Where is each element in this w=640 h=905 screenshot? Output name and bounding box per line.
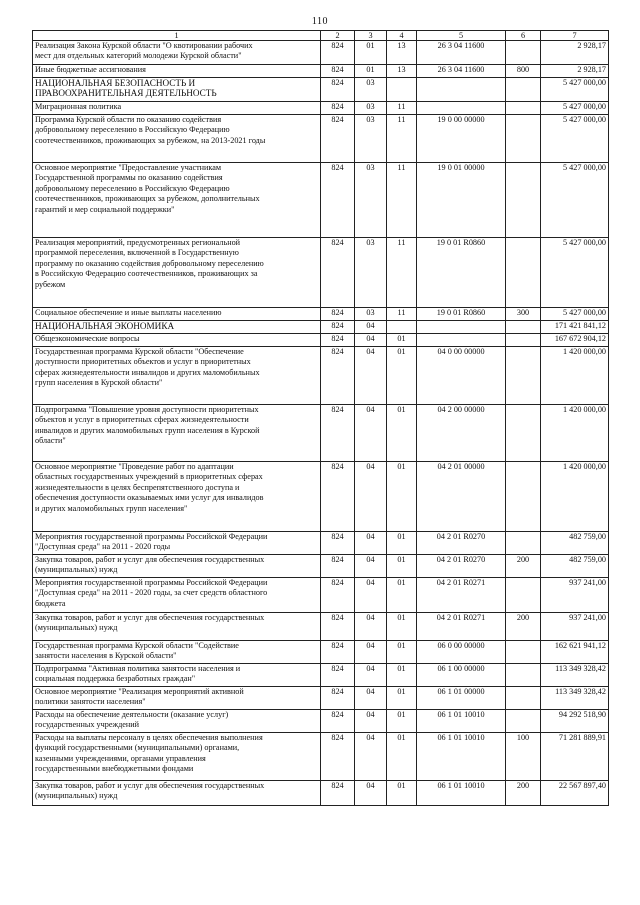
row-name: Миграционная политика (33, 102, 321, 115)
row-target-article-code: 04 2 01 R0270 (417, 532, 506, 555)
row-target-article-code: 04 2 01 R0271 (417, 578, 506, 613)
row-ministry-code: 824 (321, 78, 355, 102)
row-expense-type-code (506, 321, 541, 334)
row-section-code: 04 (355, 578, 387, 613)
row-target-article-code: 04 2 01 R0271 (417, 613, 506, 641)
table-row (33, 532, 609, 555)
row-target-article-code: 06 1 01 00000 (417, 687, 506, 710)
row-name: Закупка товаров, работ и услуг для обеспечения государственных (муниципальных) нужд (33, 555, 321, 578)
row-ministry-code: 824 (321, 462, 355, 532)
row-expense-type-code (506, 347, 541, 405)
row-expense-type-code (506, 462, 541, 532)
row-subsection-code (387, 78, 417, 102)
table-row (33, 308, 609, 321)
row-target-article-code: 19 0 00 00000 (417, 115, 506, 163)
table-row (33, 555, 609, 578)
table-row (33, 781, 609, 806)
row-name: НАЦИОНАЛЬНАЯ БЕЗОПАСНОСТЬ И ПРАВООХРАНИТЕЛЬНАЯ ДЕЯТЕЛЬНОСТЬ (33, 78, 321, 102)
table-body (33, 41, 609, 806)
table-row (33, 710, 609, 733)
table-row (33, 687, 609, 710)
row-subsection-code: 01 (387, 347, 417, 405)
row-amount: 167 672 904,12 (541, 334, 609, 347)
row-name: Подпрограмма "Повышение уровня доступности приоритетных объектов и услуг в приоритетных сферах жизнедеятельности инвалидов и других маломобильных групп населения в Курской области" (33, 405, 321, 462)
row-expense-type-code (506, 641, 541, 664)
row-subsection-code: 11 (387, 238, 417, 308)
row-expense-type-code (506, 334, 541, 347)
row-ministry-code: 824 (321, 115, 355, 163)
row-amount: 5 427 000,00 (541, 308, 609, 321)
row-ministry-code: 824 (321, 781, 355, 806)
row-expense-type-code (506, 664, 541, 687)
row-target-article-code (417, 334, 506, 347)
row-target-article-code: 04 0 00 00000 (417, 347, 506, 405)
budget-table (32, 30, 609, 806)
row-target-article-code: 26 3 04 11600 (417, 65, 506, 78)
row-name: Основное мероприятие "Проведение работ по адаптации областных государственных учреждений в приоритетных сферах жизнедеятельности в целях беспрепятственного доступа и обеспечения доступности оказываемых ими услуг для инвалидов и других маломобильных групп населения" (33, 462, 321, 532)
row-subsection-code: 01 (387, 462, 417, 532)
row-ministry-code: 824 (321, 308, 355, 321)
row-section-code: 04 (355, 641, 387, 664)
row-name: Мероприятия государственной программы Российской Федерации "Доступная среда" на 2011 - 2020 годы, за счет средств областного бюджета (33, 578, 321, 613)
row-name: Реализация Закона Курской области "О квотировании рабочих мест для отдельных категорий молодежи Курской области" (33, 41, 321, 65)
row-ministry-code: 824 (321, 687, 355, 710)
row-subsection-code: 13 (387, 65, 417, 78)
row-amount: 113 349 328,42 (541, 664, 609, 687)
row-subsection-code: 01 (387, 781, 417, 806)
row-section-code: 03 (355, 78, 387, 102)
row-ministry-code: 824 (321, 555, 355, 578)
row-expense-type-code: 300 (506, 308, 541, 321)
row-name: Социальное обеспечение и иные выплаты населению (33, 308, 321, 321)
row-section-code: 04 (355, 613, 387, 641)
table-row (33, 347, 609, 405)
row-section-code: 04 (355, 462, 387, 532)
row-ministry-code: 824 (321, 321, 355, 334)
row-section-code: 04 (355, 555, 387, 578)
row-subsection-code: 01 (387, 555, 417, 578)
row-target-article-code: 06 1 01 10010 (417, 733, 506, 781)
table-row (33, 115, 609, 163)
row-target-article-code: 04 2 00 00000 (417, 405, 506, 462)
table-row (33, 578, 609, 613)
header-col-6: 6 (506, 31, 541, 41)
row-section-code: 03 (355, 163, 387, 238)
row-subsection-code: 01 (387, 664, 417, 687)
header-col-7: 7 (541, 31, 609, 41)
row-name: Расходы на выплаты персоналу в целях обеспечения выполнения функций государственными (муниципальными) органами, казенными учреждениями, органами управления государственными внебюджетными фондами (33, 733, 321, 781)
row-target-article-code (417, 321, 506, 334)
row-amount: 5 427 000,00 (541, 238, 609, 308)
row-expense-type-code: 200 (506, 555, 541, 578)
row-expense-type-code (506, 115, 541, 163)
row-amount: 162 621 941,12 (541, 641, 609, 664)
row-name: НАЦИОНАЛЬНАЯ ЭКОНОМИКА (33, 321, 321, 334)
row-target-article-code: 04 2 01 00000 (417, 462, 506, 532)
row-amount: 113 349 328,42 (541, 687, 609, 710)
row-ministry-code: 824 (321, 578, 355, 613)
row-subsection-code: 11 (387, 115, 417, 163)
table-row (33, 334, 609, 347)
row-expense-type-code (506, 532, 541, 555)
row-section-code: 03 (355, 115, 387, 163)
row-ministry-code: 824 (321, 102, 355, 115)
row-name: Закупка товаров, работ и услуг для обеспечения государственных (муниципальных) нужд (33, 613, 321, 641)
table-row (33, 405, 609, 462)
row-target-article-code (417, 102, 506, 115)
table-row (33, 321, 609, 334)
row-target-article-code: 06 1 00 00000 (417, 664, 506, 687)
row-target-article-code: 06 1 01 10010 (417, 710, 506, 733)
row-target-article-code: 19 0 01 R0860 (417, 238, 506, 308)
row-expense-type-code: 100 (506, 733, 541, 781)
row-subsection-code (387, 321, 417, 334)
row-ministry-code: 824 (321, 163, 355, 238)
row-target-article-code: 06 0 00 00000 (417, 641, 506, 664)
row-subsection-code: 01 (387, 334, 417, 347)
row-subsection-code: 11 (387, 102, 417, 115)
row-section-code: 04 (355, 687, 387, 710)
row-target-article-code: 04 2 01 R0270 (417, 555, 506, 578)
row-ministry-code: 824 (321, 405, 355, 462)
table-row (33, 102, 609, 115)
row-name: Подпрограмма "Активная политика занятости населения и социальная поддержка безработных граждан" (33, 664, 321, 687)
row-ministry-code: 824 (321, 334, 355, 347)
row-name: Закупка товаров, работ и услуг для обеспечения государственных (муниципальных) нужд (33, 781, 321, 806)
row-expense-type-code (506, 78, 541, 102)
row-amount: 937 241,00 (541, 613, 609, 641)
row-name: Программа Курской области по оказанию содействия добровольному переселению в Российскую Федерацию соотечественников, проживающих за рубежом, на 2013-2021 годы (33, 115, 321, 163)
row-name: Иные бюджетные ассигнования (33, 65, 321, 78)
row-amount: 5 427 000,00 (541, 115, 609, 163)
table-row (33, 641, 609, 664)
row-ministry-code: 824 (321, 347, 355, 405)
row-expense-type-code (506, 687, 541, 710)
row-amount: 1 420 000,00 (541, 462, 609, 532)
row-name: Государственная программа Курской области "Обеспечение доступности приоритетных объектов и услуг в приоритетных сферах жизнедеятельности инвалидов и других маломобильных групп населения в Курской области" (33, 347, 321, 405)
header-col-1: 1 (33, 31, 321, 41)
row-expense-type-code (506, 238, 541, 308)
row-amount: 2 928,17 (541, 41, 609, 65)
row-subsection-code: 01 (387, 405, 417, 462)
table-row (33, 163, 609, 238)
row-amount: 1 420 000,00 (541, 405, 609, 462)
row-expense-type-code: 800 (506, 65, 541, 78)
row-section-code: 04 (355, 710, 387, 733)
row-expense-type-code (506, 405, 541, 462)
row-subsection-code: 01 (387, 710, 417, 733)
row-ministry-code: 824 (321, 733, 355, 781)
table-row (33, 462, 609, 532)
row-expense-type-code (506, 41, 541, 65)
row-target-article-code: 26 3 04 11600 (417, 41, 506, 65)
row-amount: 482 759,00 (541, 532, 609, 555)
row-amount: 71 281 889,91 (541, 733, 609, 781)
row-amount: 94 292 518,90 (541, 710, 609, 733)
row-expense-type-code (506, 163, 541, 238)
row-section-code: 04 (355, 405, 387, 462)
row-subsection-code: 11 (387, 308, 417, 321)
header-row (33, 31, 609, 41)
row-ministry-code: 824 (321, 238, 355, 308)
row-subsection-code: 01 (387, 687, 417, 710)
row-section-code: 01 (355, 41, 387, 65)
row-amount: 5 427 000,00 (541, 78, 609, 102)
table-row (33, 78, 609, 102)
row-subsection-code: 13 (387, 41, 417, 65)
row-target-article-code (417, 78, 506, 102)
row-amount: 1 420 000,00 (541, 347, 609, 405)
row-section-code: 01 (355, 65, 387, 78)
row-ministry-code: 824 (321, 613, 355, 641)
row-amount: 937 241,00 (541, 578, 609, 613)
row-section-code: 04 (355, 733, 387, 781)
table-row (33, 664, 609, 687)
row-target-article-code: 19 0 01 00000 (417, 163, 506, 238)
row-name: Расходы на обеспечение деятельности (оказание услуг) государственных учреждений (33, 710, 321, 733)
table-row (33, 41, 609, 65)
row-amount: 5 427 000,00 (541, 163, 609, 238)
row-subsection-code: 01 (387, 578, 417, 613)
row-ministry-code: 824 (321, 664, 355, 687)
row-section-code: 03 (355, 102, 387, 115)
row-ministry-code: 824 (321, 41, 355, 65)
row-amount: 5 427 000,00 (541, 102, 609, 115)
row-section-code: 04 (355, 664, 387, 687)
table-row (33, 613, 609, 641)
row-ministry-code: 824 (321, 641, 355, 664)
row-subsection-code: 01 (387, 532, 417, 555)
row-section-code: 04 (355, 321, 387, 334)
row-ministry-code: 824 (321, 532, 355, 555)
row-ministry-code: 824 (321, 65, 355, 78)
table-row (33, 238, 609, 308)
row-expense-type-code: 200 (506, 781, 541, 806)
header-col-4: 4 (387, 31, 417, 41)
row-ministry-code: 824 (321, 710, 355, 733)
row-name: Мероприятия государственной программы Российской Федерации "Доступная среда" на 2011 - 2020 годы (33, 532, 321, 555)
header-col-5: 5 (417, 31, 506, 41)
row-section-code: 04 (355, 781, 387, 806)
table-row (33, 733, 609, 781)
row-amount: 2 928,17 (541, 65, 609, 78)
row-expense-type-code (506, 710, 541, 733)
row-expense-type-code (506, 578, 541, 613)
header-col-3: 3 (355, 31, 387, 41)
header-col-2: 2 (321, 31, 355, 41)
row-subsection-code: 01 (387, 733, 417, 781)
row-expense-type-code: 200 (506, 613, 541, 641)
row-expense-type-code (506, 102, 541, 115)
row-subsection-code: 11 (387, 163, 417, 238)
row-amount: 171 421 841,12 (541, 321, 609, 334)
row-section-code: 04 (355, 347, 387, 405)
row-subsection-code: 01 (387, 641, 417, 664)
page-number: 110 (311, 16, 329, 27)
row-target-article-code: 06 1 01 10010 (417, 781, 506, 806)
row-name: Основное мероприятие "Реализация мероприятий активной политики занятости населения" (33, 687, 321, 710)
row-name: Основное мероприятие "Предоставление участникам Государственной программы по оказанию содействия добровольному переселению в Российскую Федерацию соотечественников, проживающих за рубежом, дополнительных гарантий и мер социальной поддержки" (33, 163, 321, 238)
row-name: Реализация мероприятий, предусмотренных региональной программой переселения, включенной в Государственную программу по оказанию содействия добровольному переселению в Российскую Федерацию соотечественников, проживающих за рубежом (33, 238, 321, 308)
row-section-code: 03 (355, 308, 387, 321)
row-target-article-code: 19 0 01 R0860 (417, 308, 506, 321)
row-section-code: 04 (355, 334, 387, 347)
row-name: Общеэкономические вопросы (33, 334, 321, 347)
row-name: Государственная программа Курской области "Содействие занятости населения в Курской области" (33, 641, 321, 664)
row-amount: 22 567 897,40 (541, 781, 609, 806)
row-section-code: 04 (355, 532, 387, 555)
row-section-code: 03 (355, 238, 387, 308)
row-subsection-code: 01 (387, 613, 417, 641)
row-amount: 482 759,00 (541, 555, 609, 578)
table-row (33, 65, 609, 78)
